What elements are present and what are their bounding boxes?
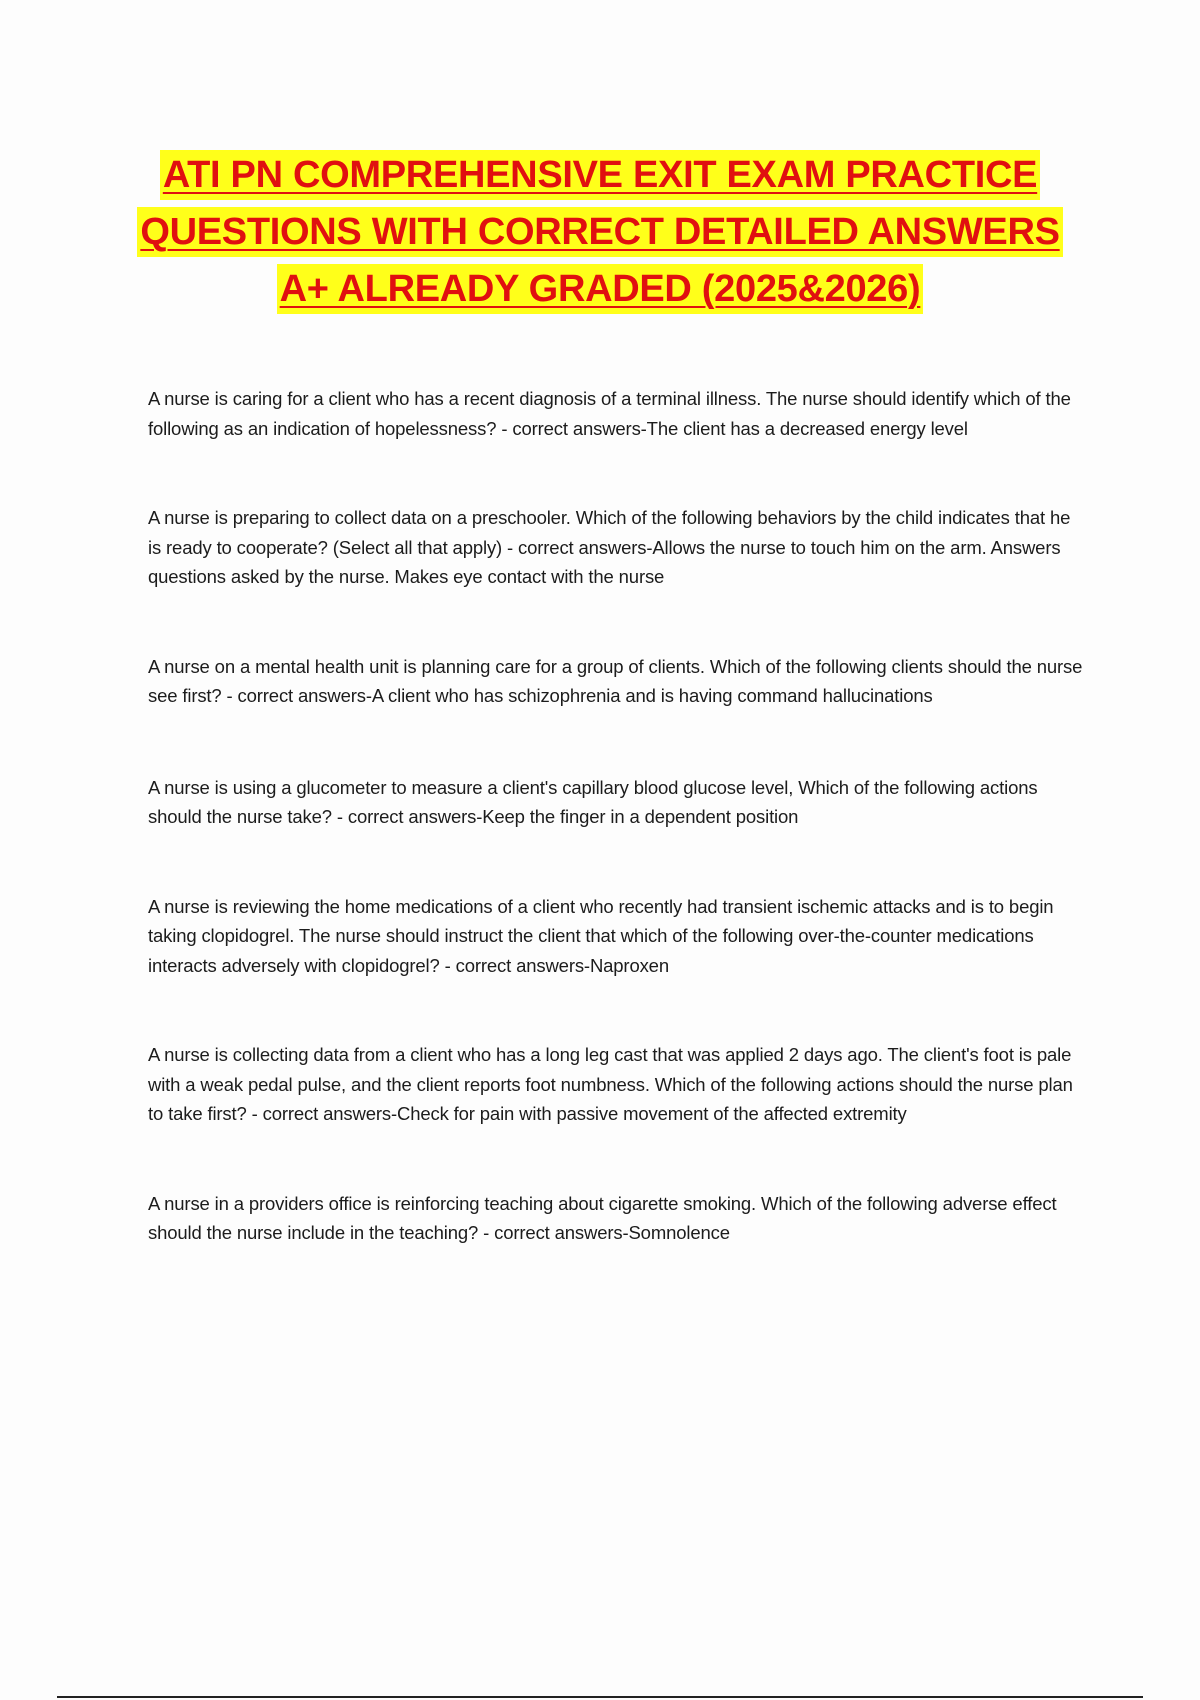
question-answer-list [148, 384, 1088, 1248]
title-line-2: QUESTIONS WITH CORRECT DETAILED ANSWERS [137, 207, 1062, 257]
title-line-3: A+ ALREADY GRADED (2025&2026) [277, 264, 924, 314]
title-line-1: ATI PN COMPREHENSIVE EXIT EXAM PRACTICE [160, 150, 1040, 200]
question-answer-item: A nurse is preparing to collect data on a preschooler. Which of the following behaviors by the child indicates that he is ready to cooperate? (Select all that apply) - correct answers-Allows the nurse to touch him on the arm. Answers questions asked by the nurse. Makes eye contact with the nurse [148, 507, 1071, 587]
question-answer-item: A nurse is reviewing the home medications of a client who recently had transient ischemic attacks and is to begin taking clopidogrel. The nurse should instruct the client that which of the following over-the-counter medications interacts adversely with clopidogrel? - correct answers-Naproxen [148, 895, 1054, 976]
question-answer-item: A nurse on a mental health unit is planning care for a group of clients. Which of the following clients should the nurse see first? - correct answers-A client who has schizophrenia and is having command hallucinations [148, 655, 1083, 706]
question-answer-item: A nurse is collecting data from a client who has a long leg cast that was applied 2 days ago. The client's foot is pale with a weak pedal pulse, and the client reports foot numbness. Which of the following actions should the nurse plan to take first? - correct answers-Check for pain with passive movement of the affected extremity [148, 1044, 1073, 1124]
page-bottom-divider [57, 1696, 1143, 1698]
question-answer-item: A nurse is caring for a client who has a recent diagnosis of a terminal illness. The nurse should identify which of the following as an indication of hopelessness? - correct answers-The client has a decreased energy level [148, 388, 1071, 439]
document-title [0, 150, 1200, 321]
question-answer-item: A nurse is using a glucometer to measure a client's capillary blood glucose level, Which of the following actions should the nurse take? - correct answers-Keep the finger in a dependent position [148, 776, 1038, 827]
question-answer-item: A nurse in a providers office is reinforcing teaching about cigarette smoking. Which of the following adverse effect should the nurse include in the teaching? - correct answers-Somnolence [148, 1192, 1057, 1243]
